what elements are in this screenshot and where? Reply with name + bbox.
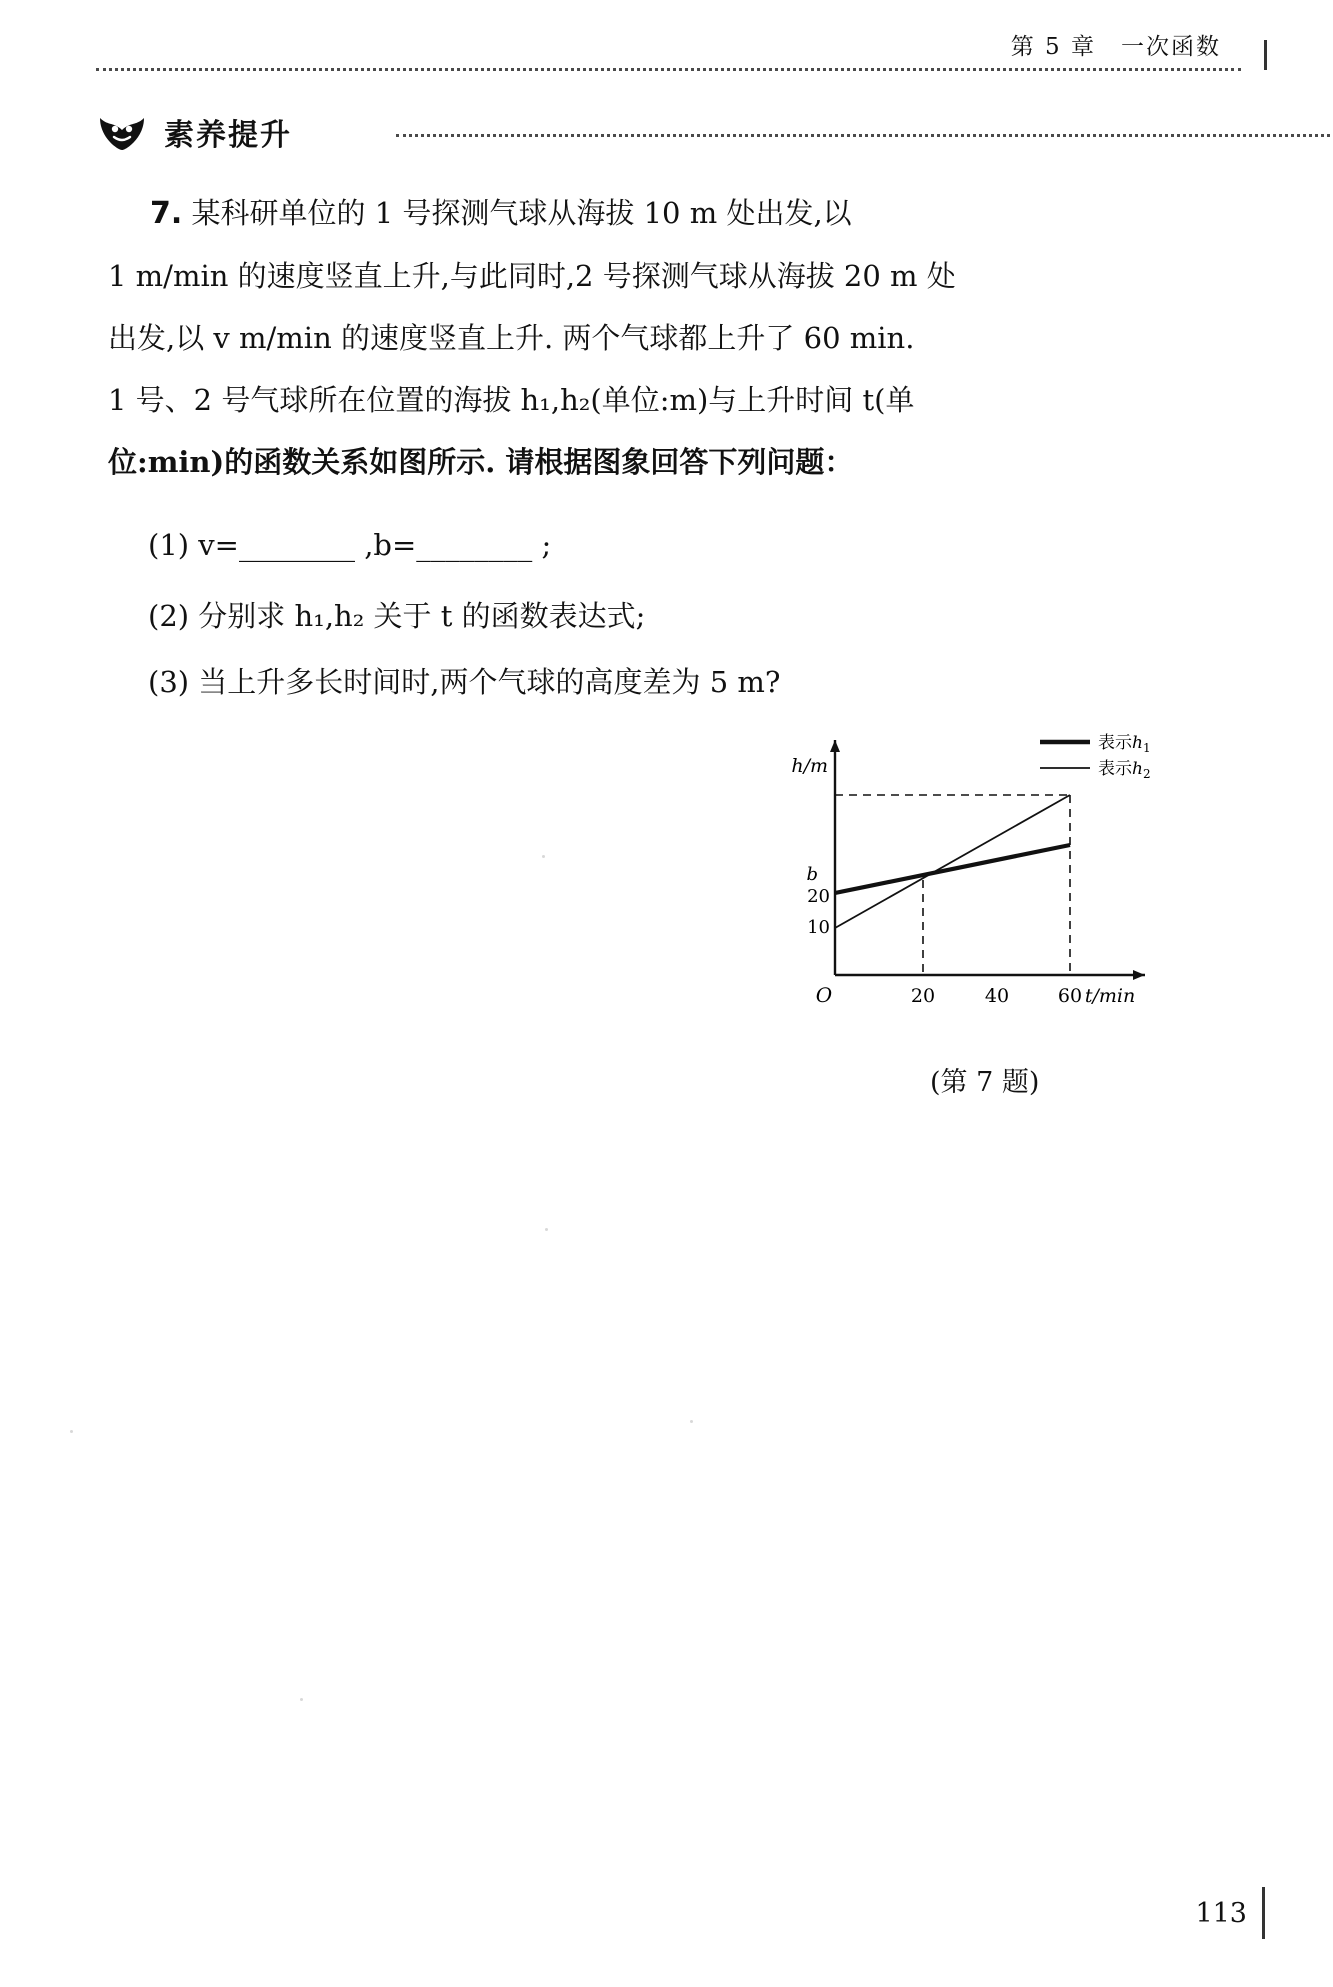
page-header: [96, 28, 1241, 76]
figure-caption: (第 7 题): [930, 1067, 1040, 1098]
svg-text:40: 40: [984, 985, 1010, 1007]
page-number: 113: [1195, 1898, 1247, 1929]
problem-number: 7.: [150, 196, 183, 231]
svg-text:b: b: [806, 864, 818, 885]
problem-line-3: 出发,以 v m/min 的速度竖直上升. 两个气球都上升了 60 min.: [108, 321, 915, 355]
svg-text:60: 60: [1057, 985, 1083, 1007]
problem-text-1: 某科研单位的 1 号探测气球从海拔 10 m 处出发,以: [191, 196, 852, 230]
page-edge-marker-top: [1264, 40, 1267, 70]
svg-text:20: 20: [807, 886, 830, 907]
svg-text:10: 10: [807, 917, 830, 938]
problem-line-4: 1 号、2 号气球所在位置的海拔 h₁,h₂(单位:m)与上升时间 t(单: [108, 383, 915, 417]
header-divider: [96, 68, 1241, 71]
svg-text:表示h1: 表示$h_1$: [1098, 733, 1151, 755]
svg-text:表示h2: 表示$h_2$: [1098, 759, 1151, 781]
problem-line-1: [108, 182, 1238, 245]
problem-body: [108, 182, 1238, 493]
section-label: 素养提升: [164, 118, 292, 153]
problem-line-2: 1 m/min 的速度竖直上升,与此同时,2 号探测气球从海拔 20 m 处: [108, 259, 956, 293]
sub-question-2: (2) 分别求 h₁,h₂ 关于 t 的函数表达式;: [148, 599, 646, 633]
figure-graph: [790, 730, 1190, 1030]
svg-text:t/min: t/min: [1084, 985, 1136, 1007]
sub-question-1: (1) v=________ ,b=________ ;: [148, 528, 552, 562]
section-heading: [96, 110, 1246, 160]
svg-text:h/m: h/m: [791, 755, 828, 777]
svg-text:O: O: [815, 983, 833, 1007]
chapter-title: 第 5 章 一次函数: [1010, 34, 1221, 60]
section-divider: [396, 134, 1333, 137]
problem-line-5: 位:min)的函数关系如图所示. 请根据图象回答下列问题：: [108, 445, 854, 479]
page-edge-marker-bottom: [1262, 1887, 1265, 1939]
smiley-badge-icon: [96, 112, 148, 152]
svg-text:20: 20: [910, 985, 936, 1007]
sub-question-3: (3) 当上升多长时间时,两个气球的高度差为 5 m?: [148, 665, 781, 699]
